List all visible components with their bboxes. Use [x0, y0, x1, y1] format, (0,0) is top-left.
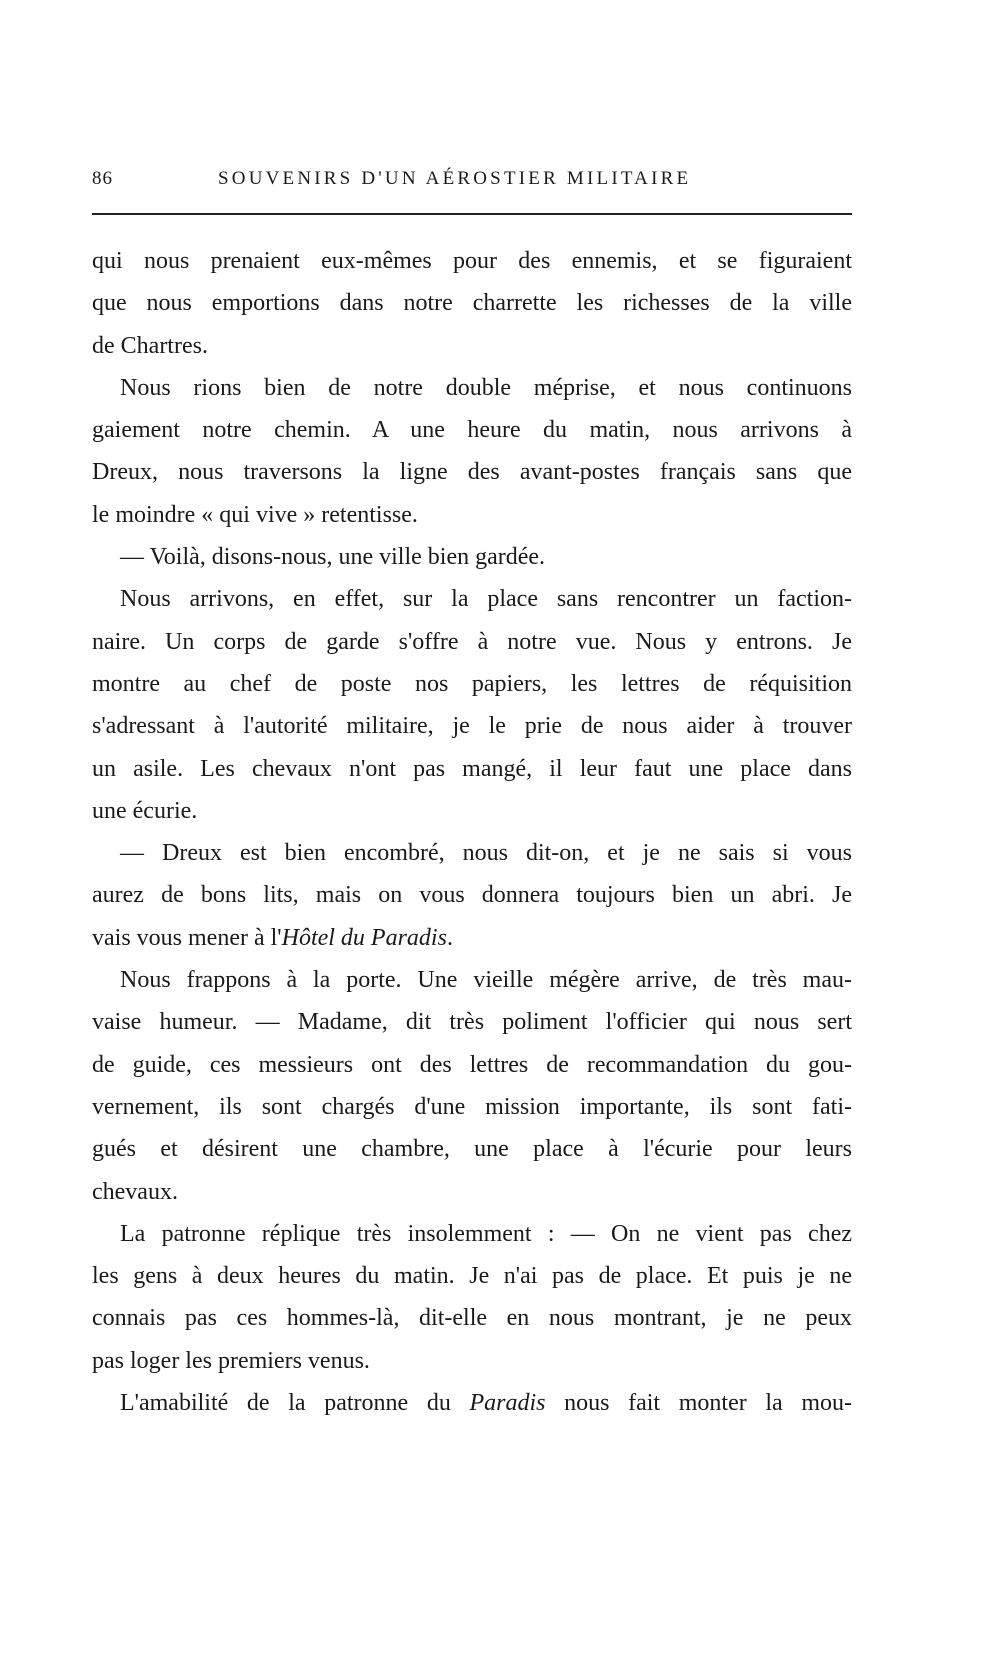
- text-line: s'adressant à l'autorité militaire, je le prie de nous aider à trouver: [92, 713, 852, 740]
- paragraph-first-line: Nous rions bien de notre double méprise, et nous continuons: [120, 374, 852, 401]
- text-line: vernement, ils sont chargés d'une mission importante, ils sont fati-: [92, 1093, 852, 1120]
- line-segment: L'amabilité de la patronne du: [120, 1390, 470, 1417]
- italic-hotel-name: Hôtel du Paradis: [281, 924, 447, 951]
- text-line: qui nous prenaient eux-mêmes pour des ennemis, et se figuraient: [92, 248, 852, 274]
- running-head: [92, 168, 852, 198]
- text-line: les gens à deux heures du matin. Je n'ai pas de place. Et puis je ne: [92, 1263, 852, 1290]
- line-segment: .: [446, 924, 453, 951]
- text-line: vaise humeur. — Madame, dit très poliment l'officier qui nous sert: [92, 1009, 852, 1036]
- paragraph-first-line: [92, 1382, 852, 1424]
- text-line: connais pas ces hommes-là, dit-elle en nous montrant, je ne peux: [92, 1305, 852, 1332]
- running-title: SOUVENIRS D'UN AÉROSTIER MILITAIRE: [218, 168, 692, 189]
- paragraph-first-line: Nous arrivons, en effet, sur la place sans rencontrer un faction-: [120, 586, 852, 613]
- text-line: Dreux, nous traversons la ligne des avant-postes français sans que: [92, 459, 852, 486]
- text-line: que nous emportions dans notre charrette les richesses de la ville: [92, 290, 852, 317]
- text-line: une écurie.: [92, 797, 198, 824]
- paragraph-first-line: — Voilà, disons-nous, une ville bien gardée.: [120, 544, 546, 571]
- text-line: naire. Un corps de garde s'offre à notre vue. Nous y entrons. Je: [92, 628, 852, 655]
- text-line: chevaux.: [92, 1178, 178, 1205]
- italic-hotel-name: Paradis: [469, 1390, 546, 1417]
- text-line: [92, 917, 852, 959]
- body-text: [92, 240, 852, 1424]
- header-rule: [92, 213, 852, 215]
- line-segment: vais vous mener à l': [92, 924, 282, 951]
- text-line: le moindre « qui vive » retentisse.: [92, 501, 418, 528]
- text-line: de Chartres.: [92, 332, 208, 359]
- paragraph-first-line: La patronne réplique très insolemment : — On ne vient pas chez: [120, 1220, 852, 1247]
- text-line: gués et désirent une chambre, une place à l'écurie pour leurs: [92, 1136, 852, 1163]
- text-line: un asile. Les chevaux n'ont pas mangé, il leur faut une place dans: [92, 755, 852, 782]
- paragraph-first-line: — Dreux est bien encombré, nous dit-on, et je ne sais si vous: [120, 840, 852, 867]
- text-line: montre au chef de poste nos papiers, les lettres de réquisition: [92, 670, 852, 697]
- page-number: 86: [92, 168, 113, 189]
- paragraph-first-line: Nous frappons à la porte. Une vieille mégère arrive, de très mau-: [120, 967, 852, 994]
- text-line: pas loger les premiers venus.: [92, 1347, 370, 1374]
- text-line: gaiement notre chemin. A une heure du matin, nous arrivons à: [92, 417, 852, 444]
- text-line: aurez de bons lits, mais on vous donnera toujours bien un abri. Je: [92, 882, 852, 909]
- text-line: de guide, ces messieurs ont des lettres de recommandation du gou-: [92, 1051, 852, 1078]
- line-segment: nous fait monter la mou-: [545, 1390, 853, 1417]
